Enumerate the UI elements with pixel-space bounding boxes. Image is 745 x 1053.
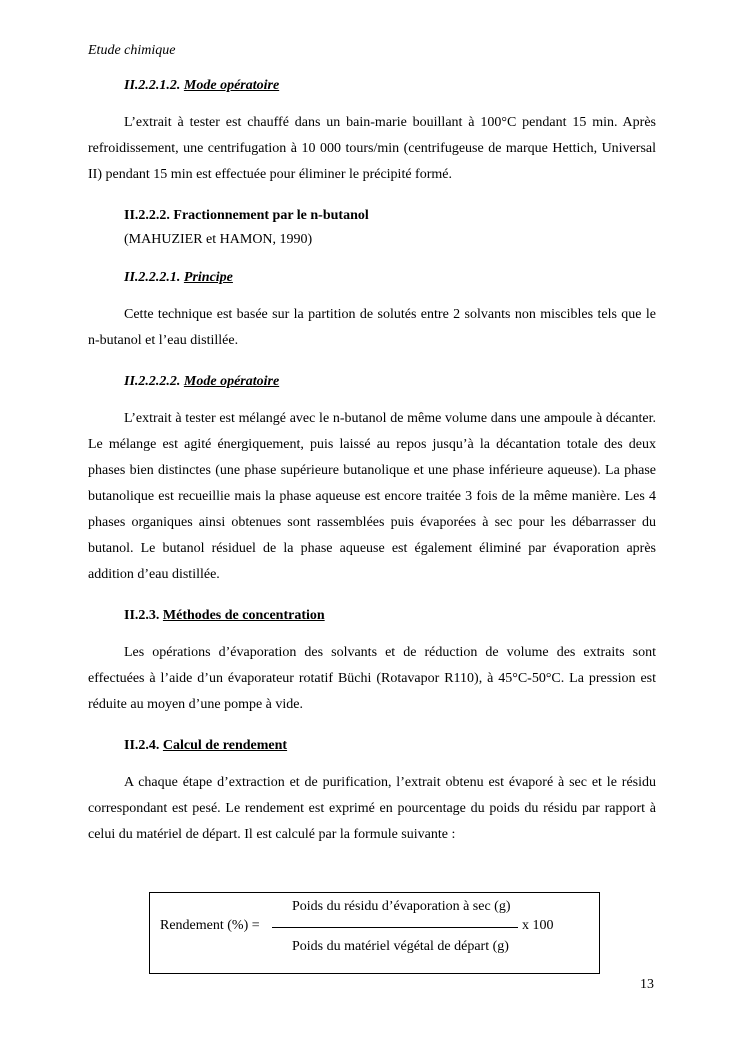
section-title: Fractionnement par le n-butanol	[173, 208, 369, 223]
section-title: Mode opératoire	[183, 374, 280, 389]
formula-box	[149, 892, 600, 974]
section-title: Mode opératoire	[183, 78, 280, 93]
page-number: 13	[640, 977, 654, 992]
section-heading-rendement	[124, 736, 656, 756]
section-heading-mode-operatoire-1	[124, 76, 656, 96]
section-heading-mode-operatoire-2	[124, 372, 656, 392]
section-title: Calcul de rendement	[162, 738, 288, 753]
formula-multiplier: x 100	[522, 918, 554, 933]
paragraph-heating: L’extrait à tester est chauffé dans un bain-marie bouillant à 100°C pendant 15 min. Après refroidissement, une centrifugation à 10 000 tours/min (centrifugeuse de marque Hettich, Universal II) pendant 15 min est effectuée pour éliminer le précipité formé.	[88, 115, 656, 182]
section-heading-concentration	[124, 606, 656, 626]
paragraph-principe: Cette technique est basée sur la partition de solutés entre 2 solvants non miscibles tels que le n-butanol et l’eau distillée.	[88, 307, 656, 348]
section-number: II.2.2.2.1.	[124, 270, 181, 285]
section-number: II.2.2.2.	[124, 208, 170, 223]
page-content	[88, 76, 656, 848]
section-number: II.2.2.2.2.	[124, 374, 181, 389]
section-heading-principe	[124, 268, 656, 288]
formula-denominator: Poids du matériel végétal de départ (g)	[292, 939, 509, 954]
section-number: II.2.3.	[124, 608, 160, 623]
paragraph-fractionnement: L’extrait à tester est mélangé avec le n-butanol de même volume dans une ampoule à décanter. Le mélange est agité énergiquement, puis laissé au repos jusqu’à la décantation totale des deux phases bien distinctes (une phase supérieure butanolique et une phase inférieure aqueuse). La phase butanolique est recueillie mais la phase aqueuse est encore traitée 3 fois de la même manière. Les 4 phases organiques ainsi obtenues sont rassemblées puis évaporées à sec pour les débarrasser du butanol. Le butanol résiduel de la phase aqueuse est également éliminé par évaporation après addition d’eau distillée.	[88, 411, 656, 582]
fraction-bar	[272, 927, 518, 928]
paragraph-rendement: A chaque étape d’extraction et de purification, l’extrait obtenu est évaporé à sec et le résidu correspondant est pesé. Le rendement est exprimé en pourcentage du poids du résidu par rapport à celui du matériel de départ. Il est calculé par la formule suivante :	[88, 775, 656, 842]
reference-citation: (MAHUZIER et HAMON, 1990)	[124, 232, 313, 247]
section-title: Méthodes de concentration	[162, 608, 325, 623]
section-title: Principe	[183, 270, 233, 285]
section-number: II.2.4.	[124, 738, 160, 753]
paragraph-concentration: Les opérations d’évaporation des solvants et de réduction de volume des extraits sont effectuées à l’aide d’un évaporateur rotatif Büchi (Rotavapor R110), à 45°C-50°C. La pression est réduite au moyen d’une pompe à vide.	[88, 645, 656, 712]
section-number: II.2.2.1.2.	[124, 78, 181, 93]
running-header: Etude chimique	[88, 43, 176, 58]
formula-numerator: Poids du résidu d’évaporation à sec (g)	[292, 899, 511, 914]
formula-label: Rendement (%) =	[160, 918, 260, 933]
section-heading-fractionnement	[124, 206, 656, 226]
